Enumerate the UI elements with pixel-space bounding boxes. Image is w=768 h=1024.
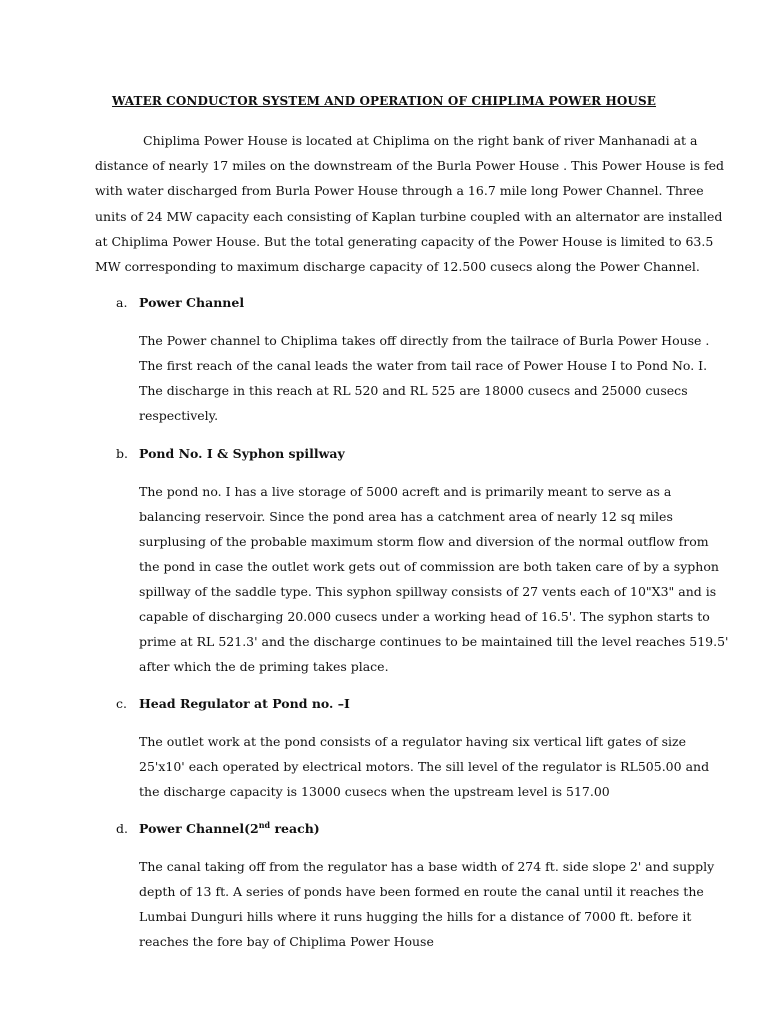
intro-paragraph	[95, 128, 725, 279]
body-line: The canal taking off from the regulator has a base width of 274 ft. side slope 2' and supply	[139, 859, 715, 874]
intro-line: units of 24 MW capacity each consisting of Kaplan turbine coupled with an alternator are installed	[95, 208, 723, 224]
intro-line: Chiplima Power House is located at Chiplima on the right bank of river Manhanadi at a	[143, 133, 698, 148]
body-line: reaches the fore bay of Chiplima Power House	[139, 934, 434, 949]
section-a-heading	[116, 294, 244, 312]
body-line: respectively.	[139, 408, 219, 423]
body-line: The Power channel to Chiplima takes off directly from the tailrace of Burla Power House .	[139, 333, 710, 348]
list-marker: b.	[116, 446, 128, 461]
section-heading-text: Pond No. I & Syphon spillway	[139, 446, 345, 461]
body-line: depth of 13 ft. A series of ponds have been formed en route the canal until it reaches the	[139, 884, 704, 899]
body-line: after which the de priming takes place.	[139, 659, 389, 674]
body-line: spillway of the saddle type. This syphon spillway consists of 27 vents each of 10"X3" and is	[139, 584, 717, 599]
heading-main: Power Channel(2	[139, 821, 259, 836]
body-line: 25'x10' each operated by electrical motors. The sill level of the regulator is RL505.00 and	[139, 759, 710, 774]
section-b-heading	[116, 445, 345, 463]
section-d-body	[139, 854, 715, 954]
body-line: the pond in case the outlet work gets out of commission are both taken care of by a syphon	[139, 559, 719, 574]
list-marker: c.	[116, 696, 127, 711]
heading-superscript: nd	[258, 820, 271, 830]
section-heading-text	[139, 821, 320, 836]
section-d-heading	[116, 820, 320, 838]
body-line: the discharge capacity is 13000 cusecs when the upstream level is 517.00	[139, 784, 610, 799]
body-line: The outlet work at the pond consists of a regulator having six vertical lift gates of size	[139, 734, 686, 749]
body-line: capable of discharging 20.000 cusecs under a working head of 16.5'. The syphon starts to	[139, 609, 710, 624]
section-c-body	[139, 729, 710, 804]
section-c-heading	[116, 695, 350, 713]
body-line: The pond no. I has a live storage of 5000 acreft and is primarily meant to serve as a	[139, 484, 672, 499]
intro-line: distance of nearly 17 miles on the downstream of the Burla Power House . This Power House is fed	[95, 158, 725, 174]
section-b-body	[139, 479, 729, 679]
intro-line: at Chiplima Power House. But the total generating capacity of the Power House is limited to 63.5	[95, 233, 714, 249]
intro-line: with water discharged from Burla Power House through a 16.7 mile long Power Channel. Three	[95, 183, 704, 199]
section-heading-text: Head Regulator at Pond no. –I	[139, 696, 350, 711]
body-line: surplusing of the probable maximum storm flow and diversion of the normal outflow from	[139, 534, 709, 549]
body-line: The first reach of the canal leads the water from tail race of Power House I to Pond No. I.	[139, 358, 708, 373]
section-a-body	[139, 328, 710, 428]
body-line: prime at RL 521.3' and the discharge continues to be maintained till the level reaches 519.5'	[139, 634, 729, 649]
body-line: The discharge in this reach at RL 520 and RL 525 are 18000 cusecs and 25000 cusecs	[139, 383, 688, 398]
intro-line: MW corresponding to maximum discharge capacity of 12.500 cusecs along the Power Channel.	[95, 259, 700, 275]
list-marker: a.	[116, 295, 128, 310]
heading-suffix: reach)	[270, 821, 320, 836]
list-marker: d.	[116, 821, 128, 836]
section-heading-text: Power Channel	[139, 295, 245, 310]
document-title: WATER CONDUCTOR SYSTEM AND OPERATION OF CHIPLIMA POWER HOUSE	[111, 94, 657, 108]
body-line: Lumbai Dunguri hills where it runs hugging the hills for a distance of 7000 ft. before it	[139, 909, 692, 924]
body-line: balancing reservoir. Since the pond area has a catchment area of nearly 12 sq miles	[139, 509, 673, 524]
